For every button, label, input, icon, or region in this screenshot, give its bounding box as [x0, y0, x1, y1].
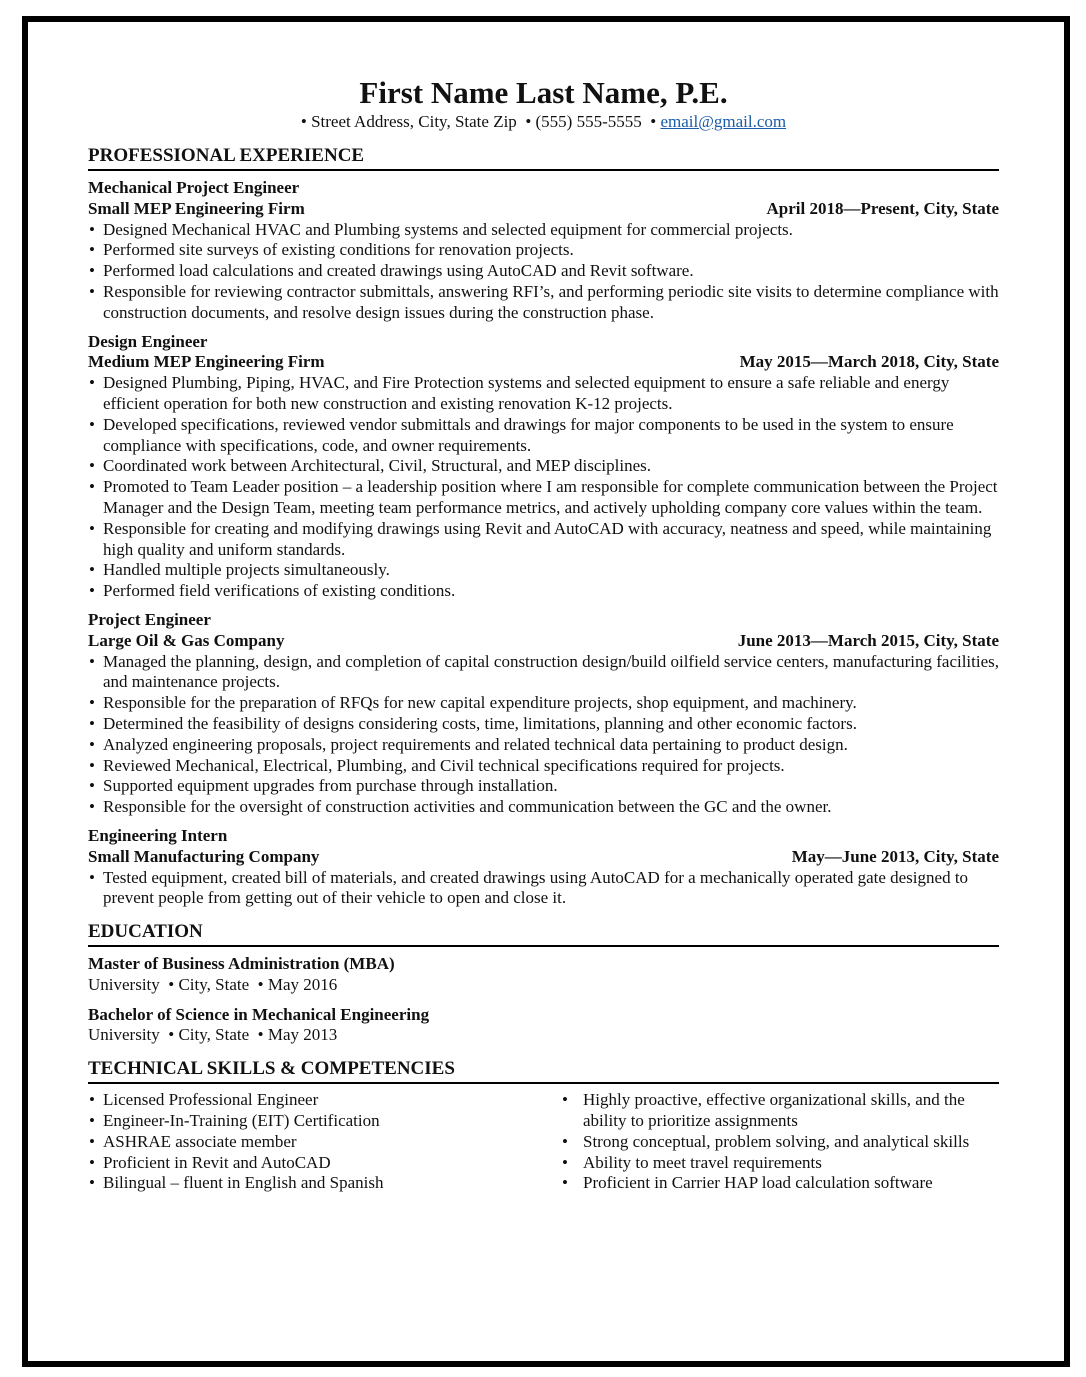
- skills-columns: [88, 1090, 999, 1194]
- job-dates: April 2018—Present, City, State: [766, 198, 999, 218]
- job-company-row: [88, 352, 999, 373]
- education-heading: EDUCATION: [88, 921, 999, 947]
- job-bullet: • Performed site surveys of existing conditions for renovation projects.: [88, 240, 999, 261]
- skill-item: • Ability to meet travel requirements: [561, 1153, 991, 1174]
- job-bullet: • Responsible for creating and modifying drawings using Revit and AutoCAD with accuracy, neatness and speed, while maintaining high quality and uniform standards.: [88, 519, 999, 561]
- job-title: Project Engineer: [88, 609, 211, 629]
- skills-right-list: [561, 1090, 991, 1194]
- job-title: Design Engineer: [88, 331, 208, 351]
- contact-line: [88, 112, 999, 132]
- skill-item: • Strong conceptual, problem solving, and analytical skills: [561, 1132, 991, 1153]
- job-entry: [88, 178, 999, 324]
- job-company: Large Oil & Gas Company: [88, 630, 285, 650]
- skill-item: • ASHRAE associate member: [88, 1132, 561, 1153]
- job-bullets: [88, 373, 999, 602]
- job-bullet: • Promoted to Team Leader position – a leadership position where I am responsible for complete communication between the Project Manager and the Design Team, meeting team performance metrics, and actively upholding company core values within the team.: [88, 477, 999, 519]
- job-dates: May 2015—March 2018, City, State: [739, 352, 999, 372]
- degree-details: University • City, State • May 2013: [88, 1025, 338, 1045]
- skill-item: • Proficient in Carrier HAP load calculation software: [561, 1173, 991, 1194]
- job-bullet: • Handled multiple projects simultaneously.: [88, 560, 999, 581]
- skill-item: • Licensed Professional Engineer: [88, 1090, 561, 1111]
- job-company-row: [88, 631, 999, 652]
- phone: • (555) 555-5555: [525, 112, 642, 131]
- job-dates: June 2013—March 2015, City, State: [737, 630, 999, 650]
- job-entry: [88, 332, 999, 602]
- job-title: Mechanical Project Engineer: [88, 178, 300, 197]
- job-bullet: • Performed load calculations and created drawings using AutoCAD and Revit software.: [88, 261, 999, 282]
- address: • Street Address, City, State Zip: [300, 112, 517, 131]
- job-bullet: • Determined the feasibility of designs considering costs, time, limitations, planning and other economic factors.: [88, 714, 999, 735]
- job-bullet: • Supported equipment upgrades from purchase through installation.: [88, 776, 999, 797]
- degree-details: University • City, State • May 2016: [88, 974, 338, 994]
- skills-heading: TECHNICAL SKILLS & COMPETENCIES: [88, 1058, 999, 1084]
- job-company: Medium MEP Engineering Firm: [88, 352, 325, 372]
- job-bullets: [88, 868, 999, 910]
- job-bullet: • Performed field verifications of existing conditions.: [88, 581, 999, 602]
- job-dates: May—June 2013, City, State: [791, 846, 999, 866]
- job-bullet: • Responsible for the oversight of construction activities and communication between the GC and the owner.: [88, 797, 999, 818]
- job-entry: [88, 826, 999, 909]
- resume-page: [88, 74, 999, 1194]
- job-company: Small MEP Engineering Firm: [88, 198, 305, 218]
- job-title: Engineering Intern: [88, 825, 228, 845]
- skill-item: • Highly proactive, effective organizational skills, and the ability to prioritize assignments: [561, 1090, 991, 1132]
- education-entry: [88, 1005, 999, 1047]
- degree-name: Master of Business Administration (MBA): [88, 954, 395, 974]
- experience-heading: PROFESSIONAL EXPERIENCE: [88, 145, 999, 171]
- skill-item: • Proficient in Revit and AutoCAD: [88, 1153, 561, 1174]
- job-bullet: • Developed specifications, reviewed vendor submittals and drawings for major components to be used in the system to ensure compliance with specifications, code, and owner requirements.: [88, 415, 999, 457]
- candidate-name: First Name Last Name, P.E.: [359, 75, 728, 110]
- skills-left-list: [88, 1090, 561, 1194]
- job-bullet: • Designed Mechanical HVAC and Plumbing systems and selected equipment for commercial projects.: [88, 220, 999, 241]
- job-bullet: • Coordinated work between Architectural, Civil, Structural, and MEP disciplines.: [88, 456, 999, 477]
- email-bullet: •: [650, 112, 657, 131]
- job-company-row: [88, 199, 999, 220]
- education-entry: [88, 954, 999, 996]
- job-company-row: [88, 847, 999, 868]
- job-bullet: • Designed Plumbing, Piping, HVAC, and Fire Protection systems and selected equipment to ensure a safe reliable and energy efficient operation for both new construction and existing renovation K-12 projects.: [88, 373, 999, 415]
- job-bullets: [88, 652, 999, 818]
- job-bullet: • Tested equipment, created bill of materials, and created drawings using AutoCAD for a mechanically operated gate designed to prevent people from getting out of their vehicle to open and close it.: [88, 868, 999, 910]
- skill-item: • Bilingual – fluent in English and Spanish: [88, 1173, 561, 1194]
- job-bullet: • Reviewed Mechanical, Electrical, Plumbing, and Civil technical specifications required for projects.: [88, 756, 999, 777]
- experience-list: [88, 178, 999, 909]
- job-bullet: • Responsible for the preparation of RFQs for new capital expenditure projects, shop equipment, and machinery.: [88, 693, 999, 714]
- job-bullet: • Analyzed engineering proposals, project requirements and related technical data pertaining to product design.: [88, 735, 999, 756]
- skill-item: • Engineer-In-Training (EIT) Certification: [88, 1111, 561, 1132]
- email-link[interactable]: email@gmail.com: [660, 112, 787, 131]
- job-company: Small Manufacturing Company: [88, 846, 320, 866]
- education-list: [88, 954, 999, 1046]
- degree-name: Bachelor of Science in Mechanical Engineering: [88, 1004, 430, 1024]
- job-entry: [88, 610, 999, 818]
- job-bullet: • Responsible for reviewing contractor submittals, answering RFI’s, and performing periodic site visits to determine compliance with construction documents, and resolve design issues during the construction phase.: [88, 282, 999, 324]
- job-bullets: [88, 220, 999, 324]
- job-bullet: • Managed the planning, design, and completion of capital construction design/build oilfield service centers, manufacturing facilities, and maintenance projects.: [88, 652, 999, 694]
